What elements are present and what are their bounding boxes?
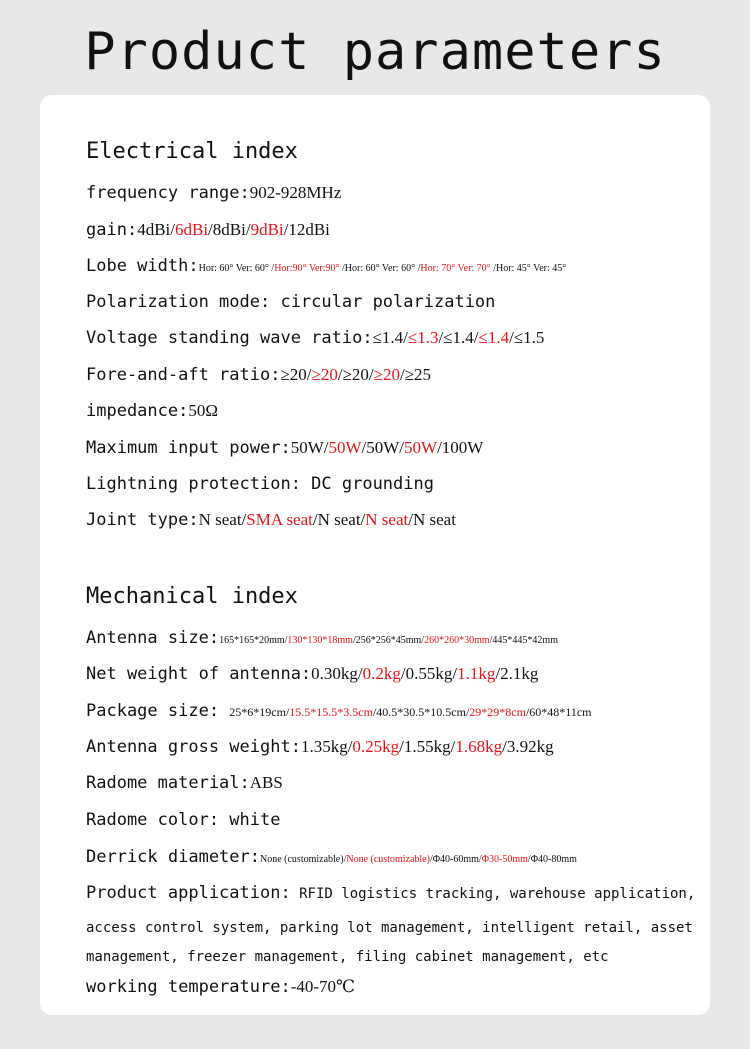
lobe-label: Lobe width: — [86, 256, 199, 276]
net-weight-label: Net weight of antenna: — [86, 664, 312, 684]
polarization-row — [86, 292, 495, 312]
lightning-label: Lightning protection: DC grounding — [86, 474, 434, 494]
antenna-size-value-3: /256*256*45mm/ — [352, 635, 425, 646]
fore-aft-label: Fore-and-aft ratio: — [86, 365, 281, 385]
application-line-2: access control system, parking lot management, intelligent retail, asset — [86, 920, 693, 936]
gross-weight-value-5: /3.92kg — [502, 737, 554, 756]
application-line-1: RFID logistics tracking, warehouse application, — [290, 886, 696, 902]
application-label: Product application: — [86, 883, 291, 903]
antenna-size-value-5: /445*445*42mm — [489, 635, 558, 646]
vswr-value-1: ≤1.4/ — [372, 328, 408, 347]
max-power-value-1: 50W/ — [290, 438, 329, 457]
gross-weight-value-2: 0.25kg — [352, 737, 400, 756]
joint-value-3: /N seat/ — [312, 510, 366, 529]
fore-aft-value-4: ≥20 — [373, 365, 400, 384]
net-weight-value-5: /2.1kg — [495, 664, 539, 683]
package-size-value-3: /40.5*30.5*10.5cm/ — [372, 705, 470, 719]
joint-value-5: /N seat — [408, 510, 456, 529]
impedance-label: impedance: — [86, 401, 189, 421]
net-weight-row — [86, 664, 538, 684]
antenna-size-value-4: 260*260*30mm — [424, 635, 490, 646]
temperature-label: working temperature: — [86, 977, 291, 997]
application-row-2 — [86, 917, 693, 937]
fore-aft-value-1: ≥20/ — [280, 365, 312, 384]
antenna-size-label: Antenna size: — [86, 628, 220, 648]
gain-value-1: 4dBi/ — [137, 220, 175, 239]
parameters-card — [40, 95, 710, 1015]
package-size-value-4: 29*29*8cm — [469, 705, 526, 719]
gross-weight-value-1: 1.35kg/ — [300, 737, 353, 756]
derrick-value-4: Φ30-50mm — [481, 854, 528, 865]
radome-color-label: Radome color: white — [86, 810, 281, 830]
vswr-row — [86, 328, 544, 348]
radome-material-value: ABS — [249, 773, 283, 792]
application-line-3: management, freezer management, filing cabinet management, etc — [86, 949, 609, 965]
max-power-label: Maximum input power: — [86, 438, 291, 458]
net-weight-value-2: 0.2kg — [362, 664, 401, 683]
radome-material-row — [86, 773, 283, 793]
derrick-value-2: None (customizable) — [346, 854, 430, 865]
fore-aft-row — [86, 365, 431, 385]
package-size-label: Package size: — [86, 701, 230, 721]
vswr-value-5: /≤1.5 — [509, 328, 545, 347]
joint-row — [86, 510, 456, 530]
lobe-value-4: Hor: 70° Ver: 70° — [420, 263, 491, 274]
antenna-size-row — [86, 628, 558, 648]
lobe-value-1: Hor: 60° Ver: 60° / — [198, 263, 275, 274]
radome-color-row — [86, 810, 280, 830]
mechanical-heading: Mechanical index — [86, 584, 298, 609]
derrick-value-3: /Φ40-60mm/ — [429, 854, 482, 865]
gross-weight-row — [86, 737, 554, 757]
gain-row — [86, 220, 330, 240]
gain-value-4: 9dBi — [250, 220, 284, 239]
package-size-row — [86, 701, 592, 721]
application-row-3 — [86, 946, 609, 966]
lobe-value-2: Hor:90° Ver:90° — [274, 263, 340, 274]
vswr-label: Voltage standing wave ratio: — [86, 328, 373, 348]
net-weight-value-3: /0.55kg/ — [400, 664, 458, 683]
radome-material-label: Radome material: — [86, 773, 250, 793]
vswr-value-4: ≤1.4 — [478, 328, 510, 347]
gross-weight-label: Antenna gross weight: — [86, 737, 301, 757]
gross-weight-value-4: 1.68kg — [455, 737, 503, 756]
temperature-value: -40-70℃ — [290, 977, 356, 996]
package-size-value-5: /60*48*11cm — [525, 705, 592, 719]
frequency-value: 902-928MHz — [249, 183, 342, 202]
max-power-value-4: 50W — [404, 438, 438, 457]
lobe-value-5: /Hor: 45° Ver: 45° — [490, 263, 567, 274]
gross-weight-value-3: /1.55kg/ — [399, 737, 456, 756]
derrick-row — [86, 847, 577, 867]
lightning-row — [86, 474, 434, 494]
vswr-value-3: /≤1.4/ — [438, 328, 479, 347]
lobe-row — [86, 256, 566, 276]
antenna-size-value-2: 130*130*18mm — [287, 635, 353, 646]
lobe-value-3: /Hor: 60° Ver: 60° / — [339, 263, 421, 274]
frequency-label: frequency range: — [86, 183, 250, 203]
fore-aft-value-5: /≥25 — [400, 365, 432, 384]
temperature-row — [86, 977, 355, 997]
net-weight-value-1: 0.30kg/ — [311, 664, 363, 683]
gain-value-2: 6dBi — [174, 220, 209, 239]
antenna-size-value-1: 165*165*20mm/ — [219, 635, 288, 646]
electrical-heading: Electrical index — [86, 139, 298, 164]
page-title: Product parameters — [84, 22, 666, 82]
net-weight-value-4: 1.1kg — [457, 664, 496, 683]
max-power-row — [86, 438, 483, 458]
application-row — [86, 883, 695, 903]
fore-aft-value-2: ≥20 — [311, 365, 338, 384]
derrick-value-5: /Φ40-80mm — [527, 854, 577, 865]
max-power-value-5: /100W — [437, 438, 484, 457]
gain-value-3: /8dBi/ — [208, 220, 251, 239]
joint-value-1: N seat/ — [198, 510, 247, 529]
polarization-label: Polarization mode: circular polarization — [86, 292, 496, 312]
impedance-row — [86, 401, 218, 421]
joint-label: Joint type: — [86, 510, 199, 530]
frequency-row — [86, 183, 341, 203]
joint-value-4: N seat — [365, 510, 409, 529]
vswr-value-2: ≤1.3 — [407, 328, 439, 347]
max-power-value-3: /50W/ — [361, 438, 405, 457]
max-power-value-2: 50W — [328, 438, 362, 457]
derrick-label: Derrick diameter: — [86, 847, 260, 867]
fore-aft-value-3: /≥20/ — [337, 365, 374, 384]
derrick-value-1: None (customizable)/ — [260, 854, 347, 865]
package-size-value-1: 25*6*19cm/ — [229, 705, 290, 719]
gain-label: gain: — [86, 220, 138, 240]
gain-value-5: /12dBi — [283, 220, 330, 239]
package-size-value-2: 15.5*15.5*3.5cm — [289, 705, 373, 719]
impedance-value: 50Ω — [188, 401, 218, 420]
joint-value-2: SMA seat — [246, 510, 313, 529]
